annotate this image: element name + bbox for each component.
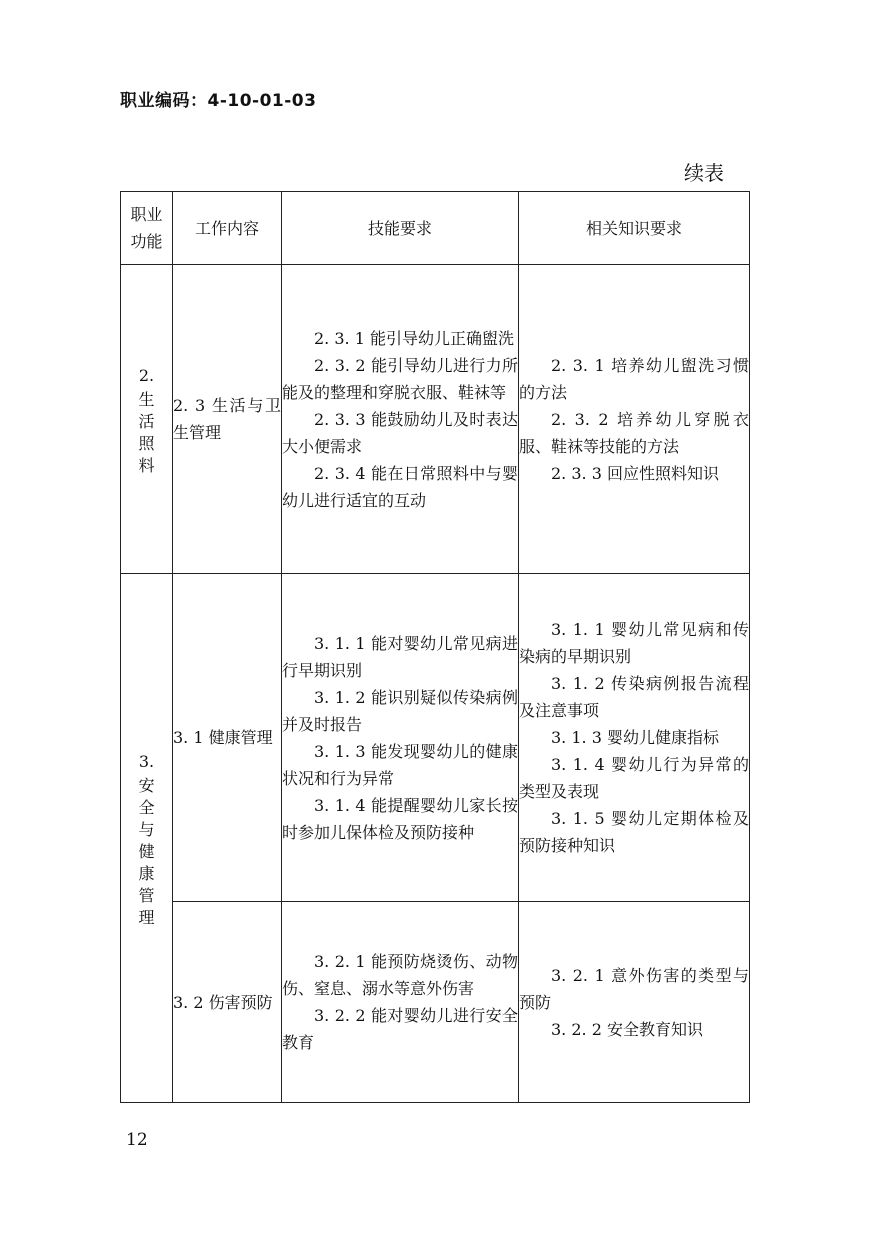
- function-name: 生活照料: [138, 389, 155, 475]
- work-content: 3. 1 健康管理: [173, 574, 282, 902]
- skill-item: 3. 2. 1 能预防烧烫伤、动物伤、窒息、溺水等意外伤害: [282, 952, 518, 998]
- knowledge-item: 3. 1. 1 婴幼儿常见病和传染病的早期识别: [519, 620, 749, 666]
- knowledge-item: 3. 2. 1 意外伤害的类型与预防: [519, 965, 749, 1012]
- knowledge-item: 3. 2. 2 安全教育知识: [551, 1019, 703, 1039]
- function-number: 3.: [138, 751, 155, 771]
- header-skills: 技能要求: [282, 192, 519, 265]
- header-function: [121, 192, 173, 265]
- work-content: 3. 2 伤害预防: [173, 902, 282, 1103]
- skill-requirements: [282, 265, 519, 574]
- skill-item: 2. 3. 1 能引导幼儿正确盥洗: [314, 328, 514, 348]
- function-cell: [121, 574, 173, 1103]
- knowledge-item: 3. 1. 5 婴幼儿定期体检及预防接种知识: [519, 809, 749, 855]
- knowledge-item: 3. 1. 2 传染病例报告流程及注意事项: [519, 674, 749, 720]
- work-content: 2. 3 生活与卫生管理: [173, 265, 282, 574]
- table-row: [121, 265, 750, 574]
- table-row: [121, 902, 750, 1103]
- skill-item: 3. 1. 1 能对婴幼儿常见病进行早期识别: [282, 633, 518, 680]
- skill-item: 2. 3. 3 能鼓励幼儿及时表达大小便需求: [282, 409, 518, 456]
- function-cell: [121, 265, 173, 574]
- skill-item: 2. 3. 4 能在日常照料中与婴幼儿进行适宜的互动: [282, 463, 518, 510]
- continued-label: 续表: [684, 161, 724, 185]
- header-function-line2: 功能: [130, 232, 163, 251]
- skill-item: 3. 2. 2 能对婴幼儿进行安全教育: [282, 1006, 518, 1052]
- table-row: [121, 574, 750, 902]
- skill-item: 3. 1. 2 能识别疑似传染病例并及时报告: [282, 687, 518, 734]
- knowledge-requirements: [519, 574, 750, 902]
- knowledge-item: 2. 3. 1 培养幼儿盥洗习惯的方法: [519, 355, 749, 402]
- header-content: 工作内容: [173, 192, 282, 265]
- skill-item: 2. 3. 2 能引导幼儿进行力所能及的整理和穿脱衣服、鞋袜等: [282, 355, 518, 402]
- skill-item: 3. 1. 3 能发现婴幼儿的健康状况和行为异常: [282, 741, 518, 788]
- function-name: 安全与健康管理: [138, 775, 155, 927]
- occupation-code: 职业编码：4-10-01-03: [120, 91, 317, 111]
- header-knowledge: 相关知识要求: [519, 192, 750, 265]
- skill-requirements: [282, 574, 519, 902]
- skill-requirements: [282, 902, 519, 1103]
- knowledge-requirements: [519, 902, 750, 1103]
- header-function-line1: 职业: [130, 205, 163, 224]
- knowledge-item: 2. 3. 3 回应性照料知识: [551, 463, 719, 483]
- skill-item: 3. 1. 4 能提醒婴幼儿家长按时参加儿保体检及预防接种: [282, 795, 518, 842]
- knowledge-requirements: [519, 265, 750, 574]
- knowledge-item: 3. 1. 3 婴幼儿健康指标: [551, 728, 719, 747]
- function-number: 2.: [138, 365, 155, 385]
- knowledge-item: 2. 3. 2 培养幼儿穿脱衣服、鞋袜等技能的方法: [519, 409, 749, 456]
- knowledge-item: 3. 1. 4 婴幼儿行为异常的类型及表现: [519, 755, 749, 801]
- skills-table: [120, 191, 750, 1103]
- table-header-row: [121, 192, 750, 265]
- page-number: 12: [126, 1130, 148, 1150]
